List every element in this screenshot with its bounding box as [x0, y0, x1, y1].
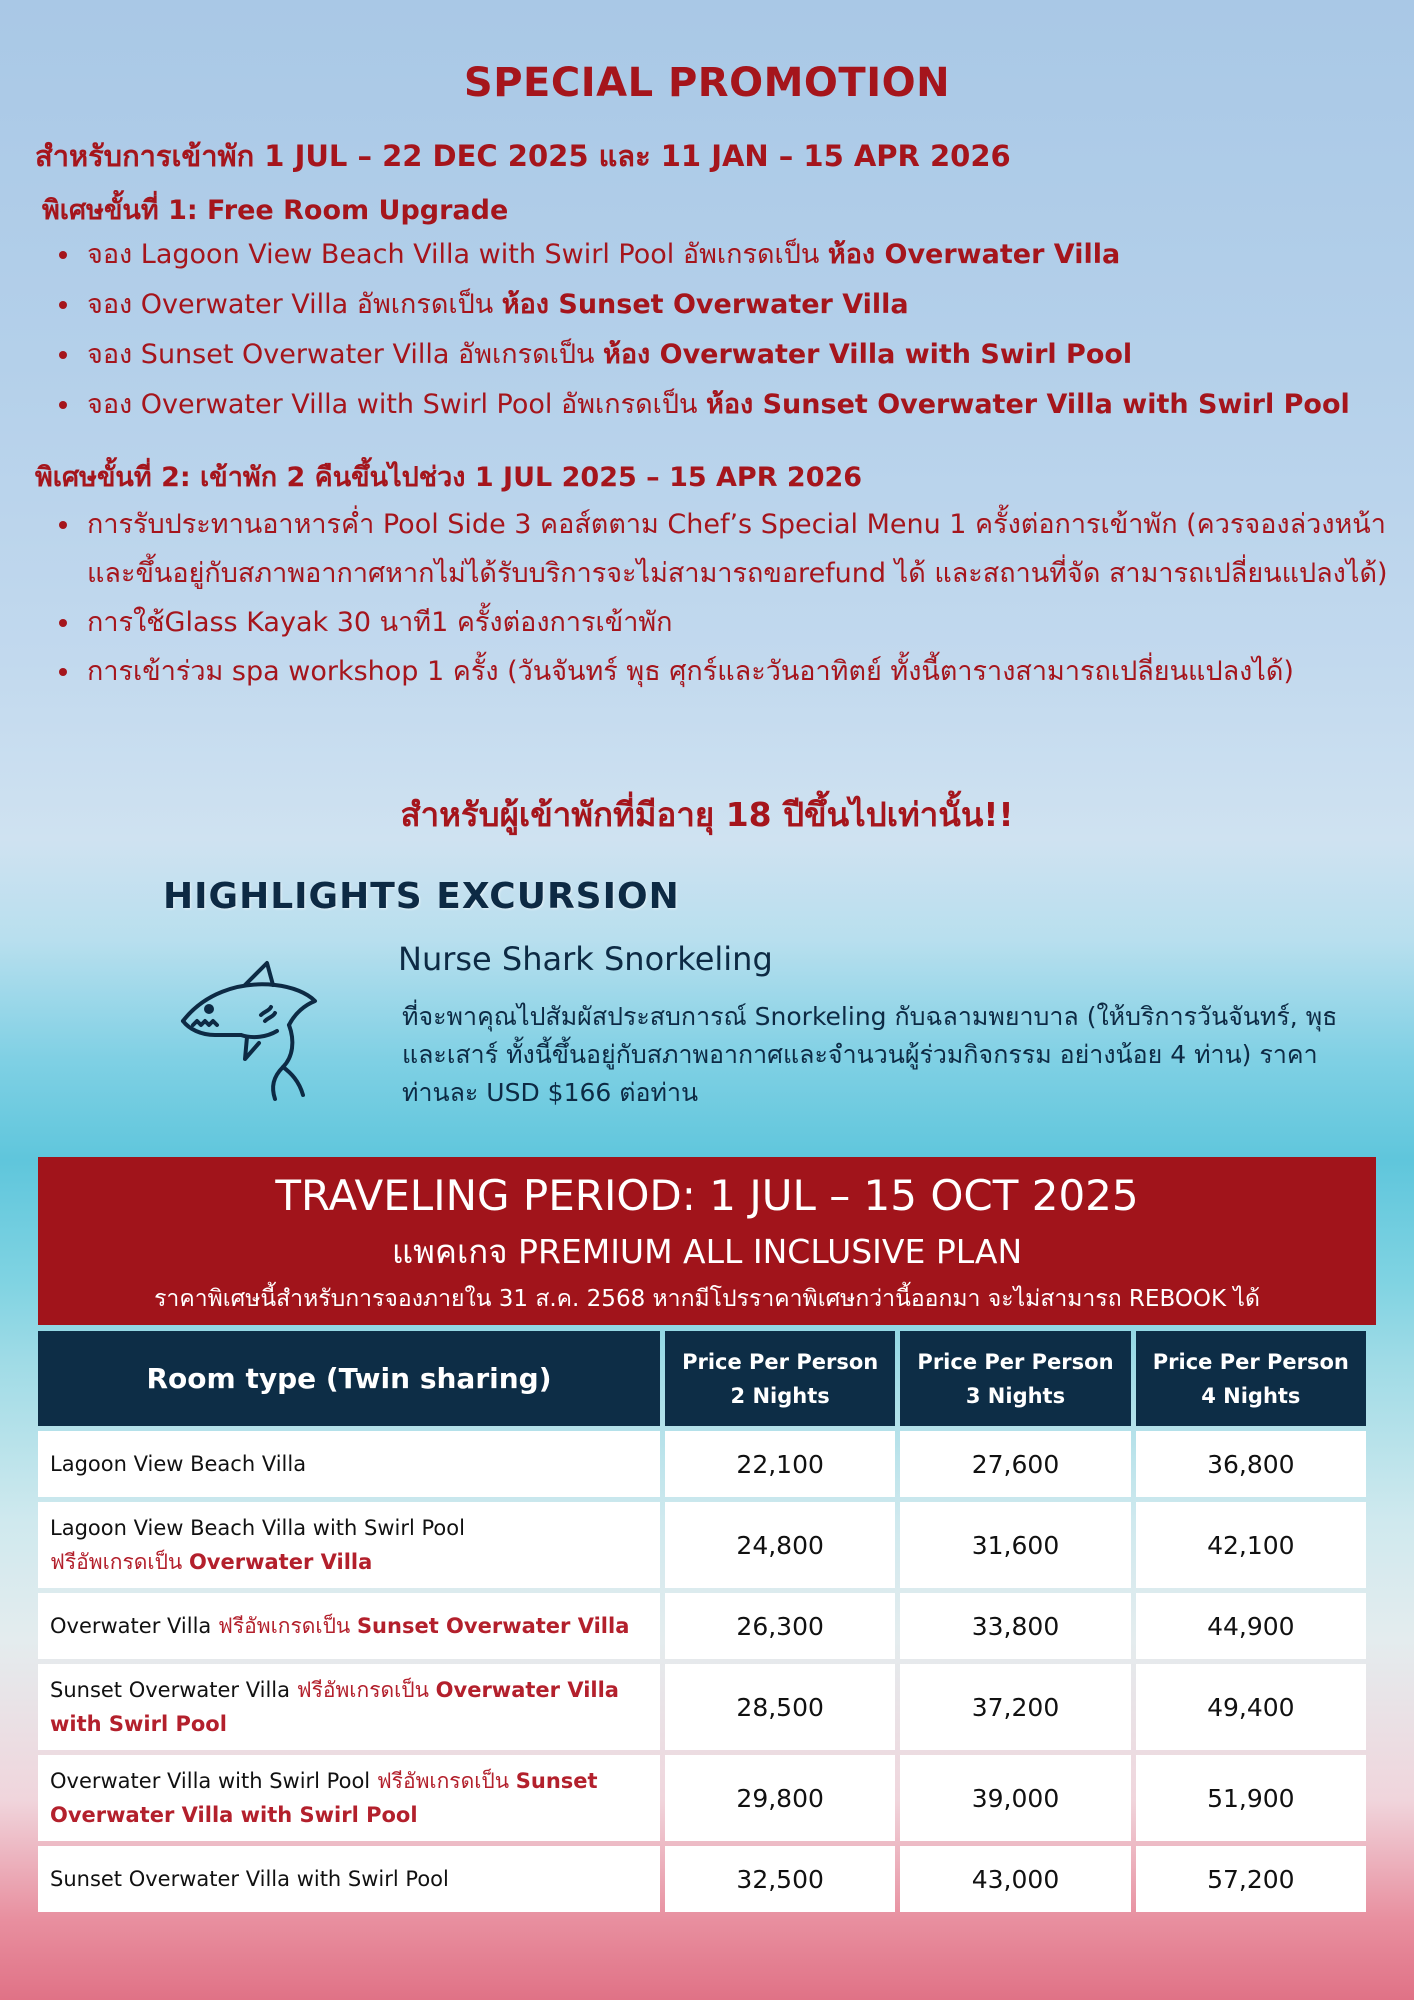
pricing-banner: [38, 1157, 1376, 1325]
shark-icon: [175, 955, 335, 1105]
price-cell: 28,500: [665, 1664, 895, 1750]
tier2-title: พิเศษขั้นที่ 2: เข้าพัก 2 คืนขึ้นไปช่วง 1 JUL 2025 – 15 APR 2026: [35, 462, 863, 493]
package-name: แพคเกจ PREMIUM ALL INCLUSIVE PLAN: [391, 1232, 1023, 1271]
header-room-type: Room type (Twin sharing): [38, 1331, 660, 1426]
upgrade-note: ฟรีอัพเกรดเป็น Sunset Overwater Villa: [217, 1614, 630, 1638]
table-row: [38, 1755, 1366, 1841]
room-type-cell: Lagoon View Beach Villa with Swirl Pool ฟรีอัพเกรดเป็น Overwater Villa: [38, 1502, 660, 1588]
price-cell: 42,100: [1136, 1502, 1366, 1588]
upgrade-note: ฟรีอัพเกรดเป็น Overwater Villa with Swirl Pool: [50, 1678, 619, 1736]
price-cell: 26,300: [665, 1593, 895, 1659]
price-cell: 29,800: [665, 1755, 895, 1841]
room-type-cell: Sunset Overwater Villa ฟรีอัพเกรดเป็น Overwater Villa with Swirl Pool: [38, 1664, 660, 1750]
promotion-title: SPECIAL PROMOTION: [463, 60, 951, 106]
price-rows: [38, 1431, 1366, 1912]
table-row: [38, 1593, 1366, 1659]
tier1-item: จอง Overwater Villa with Swirl Pool อัพเกรดเป็น ห้อง Sunset Overwater Villa with Swirl Pool: [35, 380, 1405, 430]
tier2-item: การเข้าร่วม spa workshop 1 ครั้ง (วันจันทร์ พุธ ศุกร์และวันอาทิตย์ ทั้งนี้ตารางสามารถเปลี่ยนแปลงได้): [35, 647, 1395, 696]
room-type-cell: Overwater Villa with Swirl Pool ฟรีอัพเกรดเป็น Sunset Overwater Villa with Swirl Pool: [38, 1755, 660, 1841]
header-2-nights: Price Per Person 2 Nights: [665, 1331, 895, 1426]
table-row: [38, 1431, 1366, 1497]
price-table: [33, 1326, 1371, 1917]
price-cell: 37,200: [900, 1664, 1130, 1750]
upgrade-note: ฟรีอัพเกรดเป็น Overwater Villa: [50, 1550, 373, 1574]
table-row: [38, 1502, 1366, 1588]
excursion-name: Nurse Shark Snorkeling: [398, 940, 773, 978]
room-type-cell: Overwater Villa ฟรีอัพเกรดเป็น Sunset Overwater Villa: [38, 1593, 660, 1659]
tier1-item: จอง Overwater Villa อัพเกรดเป็น ห้อง Sunset Overwater Villa: [35, 280, 1405, 330]
price-cell: 51,900: [1136, 1755, 1366, 1841]
booking-condition: ราคาพิเศษนี้สำหรับการจองภายใน 31 ส.ค. 2568 หากมีโปรราคาพิเศษกว่านี้ออกมา จะไม่สามารถ REBOOK ได้: [154, 1286, 1260, 1312]
price-cell: 39,000: [900, 1755, 1130, 1841]
price-cell: 32,500: [665, 1846, 895, 1912]
price-cell: 49,400: [1136, 1664, 1366, 1750]
upgrade-note: ฟรีอัพเกรดเป็น Sunset Overwater Villa with Swirl Pool: [50, 1769, 598, 1827]
excursion-description: ที่จะพาคุณไปสัมผัสประสบการณ์ Snorkeling กับฉลามพยาบาล (ให้บริการวันจันทร์, พุธและเสาร์ ทั้งนี้ขึ้นอยู่กับสภาพอากาศและจำนวนผู้ร่วมกิจกรรม อย่างน้อย 4 ท่าน) ราคาท่านละ USD $166 ต่อท่าน: [402, 1002, 1338, 1107]
price-cell: 43,000: [900, 1846, 1130, 1912]
tier2-item: การใช้Glass Kayak 30 นาที1 ครั้งต่องการเข้าพัก: [35, 598, 1395, 647]
room-type-cell: Lagoon View Beach Villa: [38, 1431, 660, 1497]
tier1-item: จอง Lagoon View Beach Villa with Swirl Pool อัพเกรดเป็น ห้อง Overwater Villa: [35, 230, 1405, 280]
price-cell: 33,800: [900, 1593, 1130, 1659]
table-row: [38, 1664, 1366, 1750]
tier2-list: [35, 500, 1395, 696]
price-cell: 57,200: [1136, 1846, 1366, 1912]
table-header-row: [38, 1331, 1366, 1426]
room-type-cell: Sunset Overwater Villa with Swirl Pool: [38, 1846, 660, 1912]
header-3-nights: Price Per Person 3 Nights: [900, 1331, 1130, 1426]
tier1-list: [35, 230, 1405, 430]
tier2-item: การรับประทานอาหารค่ำ Pool Side 3 คอส์ตตาม Chef’s Special Menu 1 ครั้งต่อการเข้าพัก (ควรจองล่วงหน้าและขึ้นอยู่กับสภาพอากาศหากไม่ได้รับบริการจะไม่สามารถขอrefund ได้ และสถานที่จัด สามารถเปลี่ยนแปลงได้): [35, 500, 1395, 598]
traveling-period: TRAVELING PERIOD: 1 JUL – 15 OCT 2025: [275, 1171, 1139, 1220]
tier1-title: พิเศษขั้นที่ 1: Free Room Upgrade: [42, 195, 509, 226]
promotion-subtitle: สำหรับการเข้าพัก 1 JUL – 22 DEC 2025 และ 11 JAN – 15 APR 2026: [35, 139, 1011, 173]
age-restriction-note: สำหรับผู้เข้าพักที่มีอายุ 18 ปีขึ้นไปเท่านั้น!!: [400, 795, 1014, 834]
price-cell: 36,800: [1136, 1431, 1366, 1497]
price-cell: 27,600: [900, 1431, 1130, 1497]
tier1-item: จอง Sunset Overwater Villa อัพเกรดเป็น ห้อง Overwater Villa with Swirl Pool: [35, 330, 1405, 380]
price-cell: 31,600: [900, 1502, 1130, 1588]
highlights-title: HIGHLIGHTS EXCURSION: [163, 876, 680, 917]
price-cell: 44,900: [1136, 1593, 1366, 1659]
price-cell: 22,100: [665, 1431, 895, 1497]
table-row: [38, 1846, 1366, 1912]
header-4-nights: Price Per Person 4 Nights: [1136, 1331, 1366, 1426]
price-cell: 24,800: [665, 1502, 895, 1588]
